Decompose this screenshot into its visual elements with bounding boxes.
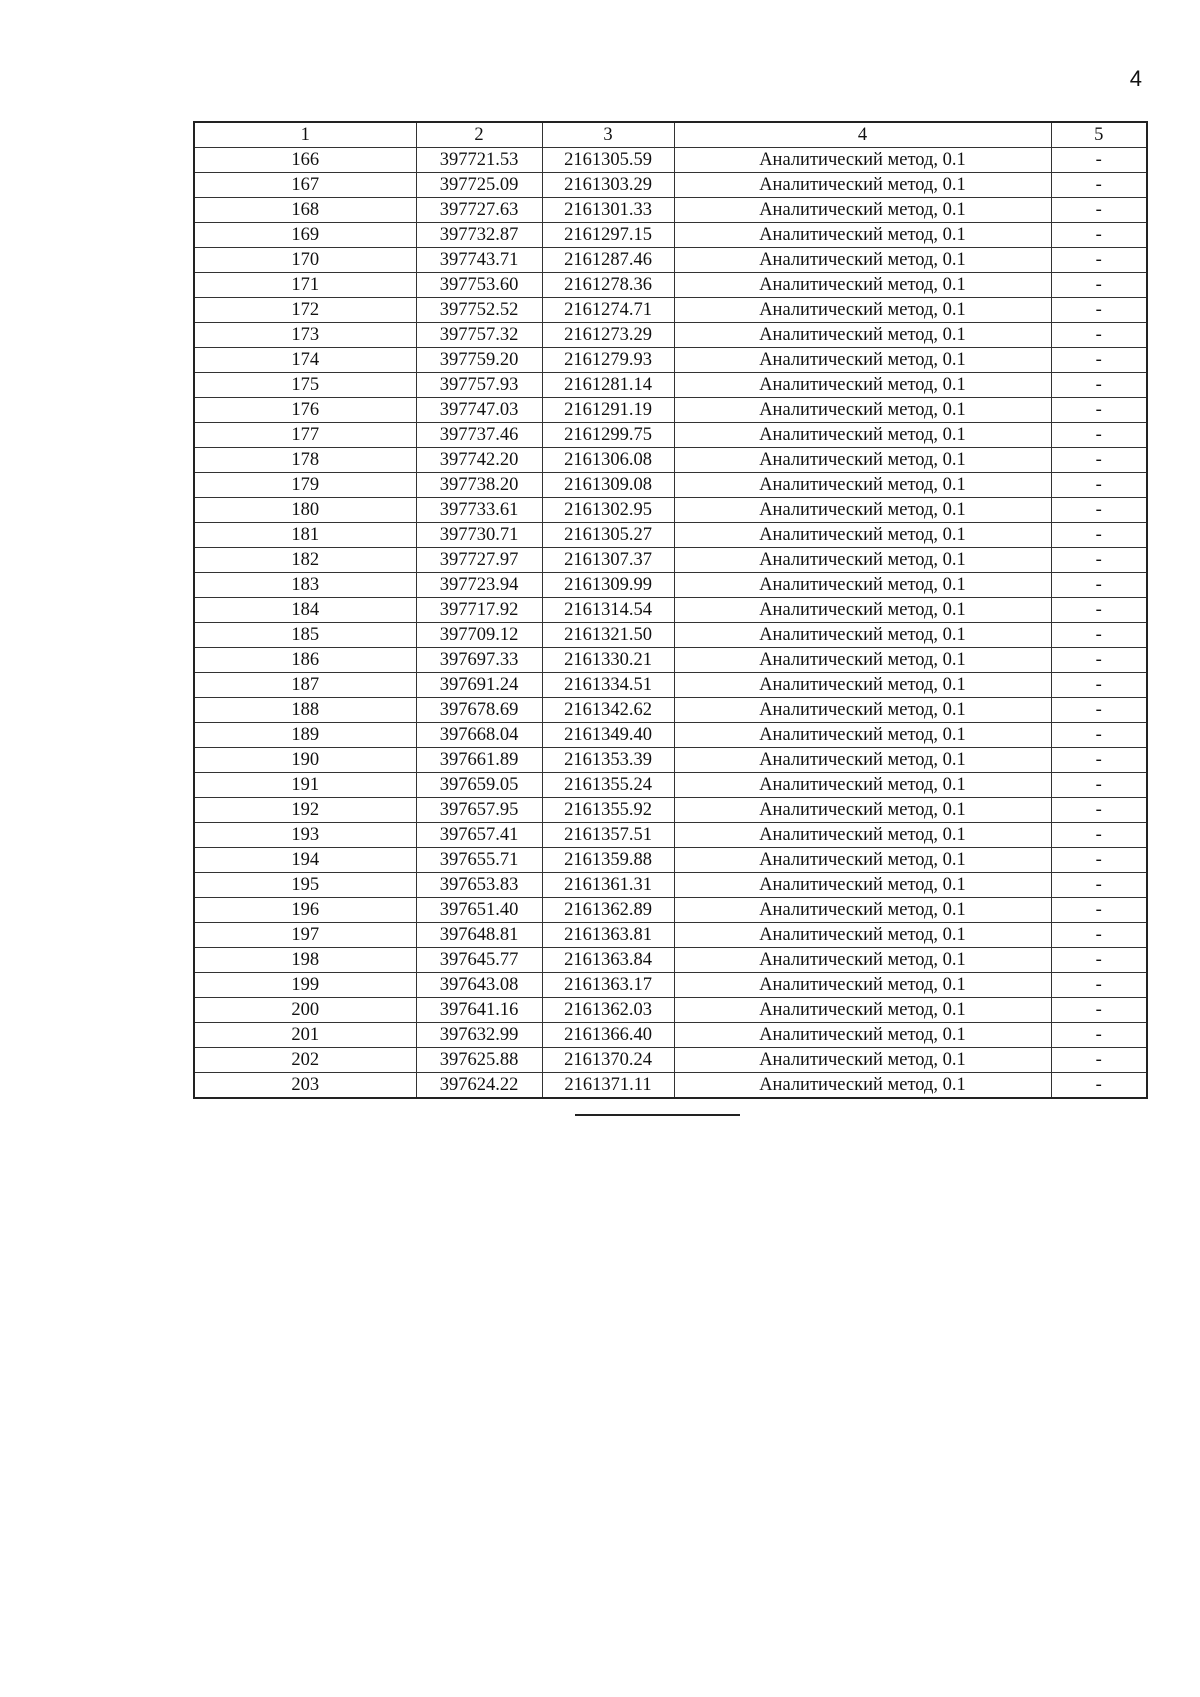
cell-point-number: 183 (194, 573, 416, 598)
cell-point-number: 176 (194, 398, 416, 423)
cell-description: - (1051, 973, 1147, 998)
cell-y: 2161349.40 (542, 723, 674, 748)
cell-description: - (1051, 1048, 1147, 1073)
cell-method: Аналитический метод, 0.1 (674, 498, 1051, 523)
cell-description: - (1051, 248, 1147, 273)
cell-method: Аналитический метод, 0.1 (674, 348, 1051, 373)
table-row (194, 473, 1147, 498)
cell-point-number: 190 (194, 748, 416, 773)
cell-x: 397648.81 (416, 923, 542, 948)
cell-description: - (1051, 323, 1147, 348)
cell-method: Аналитический метод, 0.1 (674, 473, 1051, 498)
cell-x: 397732.87 (416, 223, 542, 248)
cell-description: - (1051, 948, 1147, 973)
cell-description: - (1051, 498, 1147, 523)
table-row (194, 973, 1147, 998)
header-cell-y: 3 (542, 122, 674, 148)
cell-method: Аналитический метод, 0.1 (674, 198, 1051, 223)
cell-method: Аналитический метод, 0.1 (674, 248, 1051, 273)
table-row (194, 898, 1147, 923)
cell-description: - (1051, 823, 1147, 848)
cell-method: Аналитический метод, 0.1 (674, 523, 1051, 548)
cell-y: 2161299.75 (542, 423, 674, 448)
cell-y: 2161306.08 (542, 448, 674, 473)
cell-description: - (1051, 923, 1147, 948)
table-row (194, 523, 1147, 548)
cell-y: 2161307.37 (542, 548, 674, 573)
cell-y: 2161287.46 (542, 248, 674, 273)
cell-point-number: 166 (194, 148, 416, 173)
cell-x: 397697.33 (416, 648, 542, 673)
cell-y: 2161279.93 (542, 348, 674, 373)
cell-description: - (1051, 273, 1147, 298)
cell-description: - (1051, 473, 1147, 498)
cell-method: Аналитический метод, 0.1 (674, 823, 1051, 848)
cell-description: - (1051, 173, 1147, 198)
cell-x: 397659.05 (416, 773, 542, 798)
cell-method: Аналитический метод, 0.1 (674, 723, 1051, 748)
cell-point-number: 197 (194, 923, 416, 948)
cell-method: Аналитический метод, 0.1 (674, 698, 1051, 723)
cell-description: - (1051, 748, 1147, 773)
cell-y: 2161303.29 (542, 173, 674, 198)
cell-x: 397752.52 (416, 298, 542, 323)
table-row (194, 548, 1147, 573)
cell-description: - (1051, 673, 1147, 698)
table-row (194, 598, 1147, 623)
cell-y: 2161309.08 (542, 473, 674, 498)
cell-method: Аналитический метод, 0.1 (674, 673, 1051, 698)
cell-y: 2161366.40 (542, 1023, 674, 1048)
cell-point-number: 202 (194, 1048, 416, 1073)
cell-y: 2161363.81 (542, 923, 674, 948)
cell-method: Аналитический метод, 0.1 (674, 648, 1051, 673)
cell-x: 397691.24 (416, 673, 542, 698)
cell-x: 397668.04 (416, 723, 542, 748)
cell-description: - (1051, 548, 1147, 573)
cell-x: 397733.61 (416, 498, 542, 523)
cell-point-number: 186 (194, 648, 416, 673)
cell-y: 2161353.39 (542, 748, 674, 773)
cell-y: 2161361.31 (542, 873, 674, 898)
cell-description: - (1051, 423, 1147, 448)
cell-x: 397657.41 (416, 823, 542, 848)
cell-method: Аналитический метод, 0.1 (674, 898, 1051, 923)
cell-y: 2161273.29 (542, 323, 674, 348)
cell-x: 397655.71 (416, 848, 542, 873)
table-row (194, 323, 1147, 348)
table-row (194, 1073, 1147, 1099)
cell-x: 397641.16 (416, 998, 542, 1023)
cell-x: 397738.20 (416, 473, 542, 498)
cell-y: 2161302.95 (542, 498, 674, 523)
cell-x: 397661.89 (416, 748, 542, 773)
cell-x: 397721.53 (416, 148, 542, 173)
cell-description: - (1051, 198, 1147, 223)
table-row (194, 298, 1147, 323)
cell-x: 397757.32 (416, 323, 542, 348)
cell-method: Аналитический метод, 0.1 (674, 598, 1051, 623)
header-cell-x: 2 (416, 122, 542, 148)
table-row (194, 498, 1147, 523)
cell-description: - (1051, 998, 1147, 1023)
cell-point-number: 179 (194, 473, 416, 498)
cell-point-number: 174 (194, 348, 416, 373)
cell-x: 397653.83 (416, 873, 542, 898)
cell-point-number: 177 (194, 423, 416, 448)
cell-description: - (1051, 798, 1147, 823)
cell-method: Аналитический метод, 0.1 (674, 848, 1051, 873)
cell-y: 2161342.62 (542, 698, 674, 723)
cell-method: Аналитический метод, 0.1 (674, 323, 1051, 348)
cell-description: - (1051, 1023, 1147, 1048)
cell-method: Аналитический метод, 0.1 (674, 923, 1051, 948)
cell-y: 2161363.84 (542, 948, 674, 973)
cell-description: - (1051, 848, 1147, 873)
table-row (194, 348, 1147, 373)
cell-point-number: 199 (194, 973, 416, 998)
table-row (194, 223, 1147, 248)
cell-method: Аналитический метод, 0.1 (674, 748, 1051, 773)
cell-description: - (1051, 223, 1147, 248)
cell-x: 397678.69 (416, 698, 542, 723)
cell-point-number: 194 (194, 848, 416, 873)
table-row (194, 248, 1147, 273)
cell-description: - (1051, 523, 1147, 548)
cell-x: 397753.60 (416, 273, 542, 298)
cell-description: - (1051, 298, 1147, 323)
cell-description: - (1051, 1073, 1147, 1099)
cell-point-number: 181 (194, 523, 416, 548)
table-body (194, 148, 1147, 1099)
cell-point-number: 175 (194, 373, 416, 398)
cell-description: - (1051, 573, 1147, 598)
cell-x: 397645.77 (416, 948, 542, 973)
table-row (194, 798, 1147, 823)
cell-y: 2161291.19 (542, 398, 674, 423)
cell-point-number: 201 (194, 1023, 416, 1048)
cell-y: 2161362.89 (542, 898, 674, 923)
cell-point-number: 184 (194, 598, 416, 623)
cell-method: Аналитический метод, 0.1 (674, 998, 1051, 1023)
table-row (194, 948, 1147, 973)
cell-method: Аналитический метод, 0.1 (674, 1023, 1051, 1048)
cell-method: Аналитический метод, 0.1 (674, 148, 1051, 173)
header-cell-description: 5 (1051, 122, 1147, 148)
cell-point-number: 193 (194, 823, 416, 848)
cell-method: Аналитический метод, 0.1 (674, 398, 1051, 423)
table-row (194, 698, 1147, 723)
cell-description: - (1051, 723, 1147, 748)
cell-x: 397657.95 (416, 798, 542, 823)
cell-x: 397709.12 (416, 623, 542, 648)
table-row (194, 198, 1147, 223)
cell-y: 2161309.99 (542, 573, 674, 598)
cell-point-number: 200 (194, 998, 416, 1023)
cell-method: Аналитический метод, 0.1 (674, 1073, 1051, 1099)
cell-y: 2161330.21 (542, 648, 674, 673)
cell-description: - (1051, 598, 1147, 623)
header-row (194, 122, 1147, 148)
table-row (194, 773, 1147, 798)
page-number: 4 (1129, 66, 1142, 91)
table-row (194, 1048, 1147, 1073)
cell-y: 2161370.24 (542, 1048, 674, 1073)
end-of-document-line (575, 1114, 740, 1116)
cell-description: - (1051, 148, 1147, 173)
cell-point-number: 170 (194, 248, 416, 273)
cell-method: Аналитический метод, 0.1 (674, 273, 1051, 298)
cell-description: - (1051, 873, 1147, 898)
header-cell-point-number: 1 (194, 122, 416, 148)
table-row (194, 673, 1147, 698)
table-row (194, 273, 1147, 298)
table-row (194, 923, 1147, 948)
cell-point-number: 168 (194, 198, 416, 223)
cell-x: 397725.09 (416, 173, 542, 198)
table-row (194, 573, 1147, 598)
cell-y: 2161321.50 (542, 623, 674, 648)
cell-x: 397742.20 (416, 448, 542, 473)
table-row (194, 423, 1147, 448)
cell-y: 2161297.15 (542, 223, 674, 248)
table-row (194, 823, 1147, 848)
cell-y: 2161301.33 (542, 198, 674, 223)
cell-y: 2161357.51 (542, 823, 674, 848)
cell-y: 2161371.11 (542, 1073, 674, 1099)
table-row (194, 648, 1147, 673)
cell-x: 397643.08 (416, 973, 542, 998)
header-cell-method: 4 (674, 122, 1051, 148)
cell-y: 2161355.24 (542, 773, 674, 798)
table-row (194, 373, 1147, 398)
cell-x: 397651.40 (416, 898, 542, 923)
cell-point-number: 167 (194, 173, 416, 198)
cell-description: - (1051, 648, 1147, 673)
cell-method: Аналитический метод, 0.1 (674, 773, 1051, 798)
cell-method: Аналитический метод, 0.1 (674, 973, 1051, 998)
cell-description: - (1051, 348, 1147, 373)
table-row (194, 398, 1147, 423)
table-row (194, 748, 1147, 773)
cell-x: 397727.97 (416, 548, 542, 573)
cell-y: 2161355.92 (542, 798, 674, 823)
cell-point-number: 192 (194, 798, 416, 823)
cell-method: Аналитический метод, 0.1 (674, 573, 1051, 598)
cell-y: 2161278.36 (542, 273, 674, 298)
table-row (194, 1023, 1147, 1048)
cell-point-number: 191 (194, 773, 416, 798)
cell-x: 397737.46 (416, 423, 542, 448)
table-row (194, 448, 1147, 473)
cell-y: 2161314.54 (542, 598, 674, 623)
cell-x: 397723.94 (416, 573, 542, 598)
cell-y: 2161305.27 (542, 523, 674, 548)
cell-point-number: 178 (194, 448, 416, 473)
cell-y: 2161281.14 (542, 373, 674, 398)
cell-point-number: 182 (194, 548, 416, 573)
cell-point-number: 195 (194, 873, 416, 898)
cell-x: 397632.99 (416, 1023, 542, 1048)
cell-method: Аналитический метод, 0.1 (674, 448, 1051, 473)
cell-y: 2161362.03 (542, 998, 674, 1023)
cell-point-number: 196 (194, 898, 416, 923)
cell-method: Аналитический метод, 0.1 (674, 423, 1051, 448)
cell-point-number: 188 (194, 698, 416, 723)
cell-point-number: 185 (194, 623, 416, 648)
cell-description: - (1051, 448, 1147, 473)
table-row (194, 148, 1147, 173)
cell-point-number: 172 (194, 298, 416, 323)
table-row (194, 623, 1147, 648)
cell-y: 2161334.51 (542, 673, 674, 698)
cell-description: - (1051, 898, 1147, 923)
cell-x: 397747.03 (416, 398, 542, 423)
cell-point-number: 173 (194, 323, 416, 348)
cell-point-number: 198 (194, 948, 416, 973)
cell-point-number: 203 (194, 1073, 416, 1099)
cell-point-number: 180 (194, 498, 416, 523)
table-row (194, 173, 1147, 198)
cell-method: Аналитический метод, 0.1 (674, 223, 1051, 248)
cell-x: 397717.92 (416, 598, 542, 623)
cell-point-number: 187 (194, 673, 416, 698)
cell-x: 397727.63 (416, 198, 542, 223)
cell-description: - (1051, 373, 1147, 398)
table-row (194, 723, 1147, 748)
cell-point-number: 171 (194, 273, 416, 298)
cell-method: Аналитический метод, 0.1 (674, 873, 1051, 898)
table-row (194, 998, 1147, 1023)
cell-method: Аналитический метод, 0.1 (674, 548, 1051, 573)
cell-method: Аналитический метод, 0.1 (674, 298, 1051, 323)
cell-point-number: 169 (194, 223, 416, 248)
cell-y: 2161363.17 (542, 973, 674, 998)
cell-x: 397743.71 (416, 248, 542, 273)
table-row (194, 848, 1147, 873)
cell-method: Аналитический метод, 0.1 (674, 948, 1051, 973)
table-header (194, 122, 1147, 148)
cell-description: - (1051, 623, 1147, 648)
cell-x: 397624.22 (416, 1073, 542, 1099)
cell-method: Аналитический метод, 0.1 (674, 623, 1051, 648)
cell-description: - (1051, 773, 1147, 798)
cell-description: - (1051, 698, 1147, 723)
table-row (194, 873, 1147, 898)
cell-y: 2161305.59 (542, 148, 674, 173)
cell-description: - (1051, 398, 1147, 423)
cell-x: 397759.20 (416, 348, 542, 373)
coordinates-table (193, 121, 1148, 1099)
cell-method: Аналитический метод, 0.1 (674, 798, 1051, 823)
cell-x: 397757.93 (416, 373, 542, 398)
cell-y: 2161359.88 (542, 848, 674, 873)
cell-point-number: 189 (194, 723, 416, 748)
cell-y: 2161274.71 (542, 298, 674, 323)
cell-x: 397730.71 (416, 523, 542, 548)
cell-method: Аналитический метод, 0.1 (674, 1048, 1051, 1073)
cell-method: Аналитический метод, 0.1 (674, 173, 1051, 198)
cell-x: 397625.88 (416, 1048, 542, 1073)
cell-method: Аналитический метод, 0.1 (674, 373, 1051, 398)
